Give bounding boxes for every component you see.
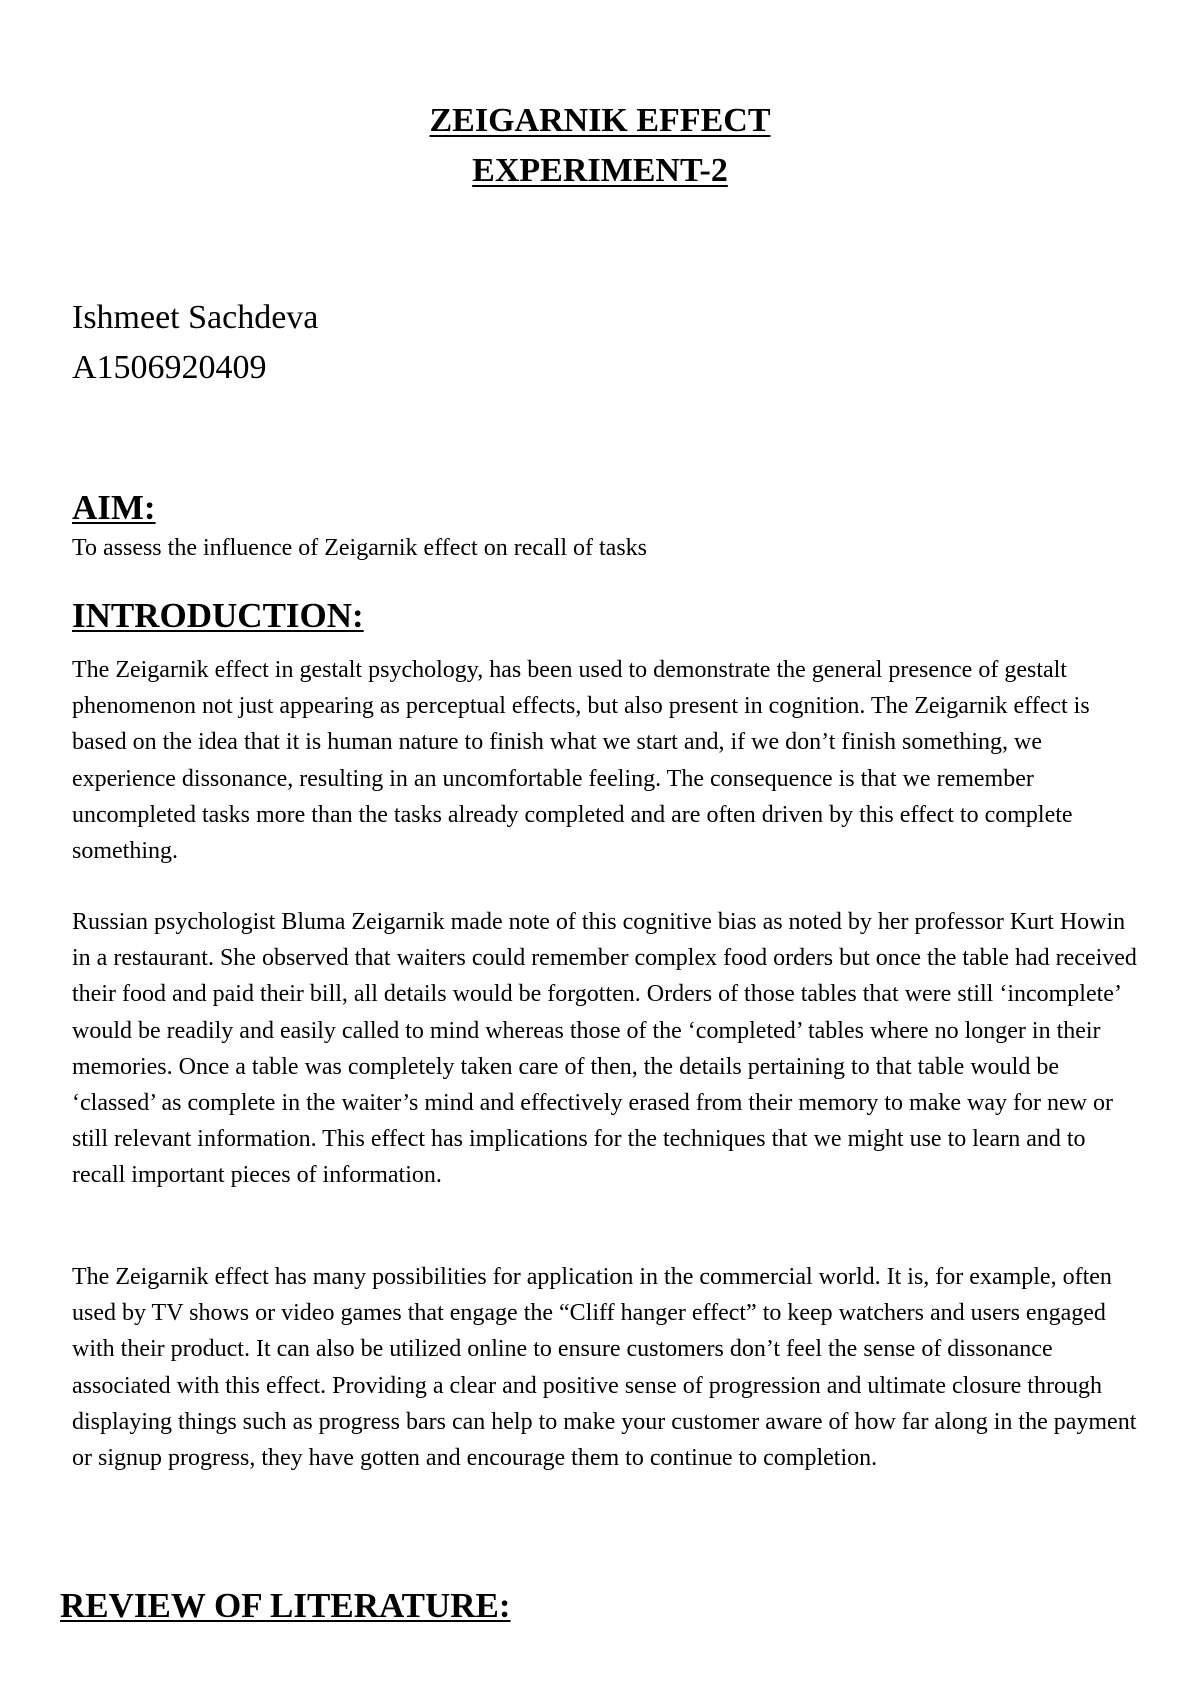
document-title: ZEIGARNIK EFFECT [429,102,771,139]
introduction-paragraph-2: Russian psychologist Bluma Zeigarnik made note of this cognitive bias as noted by her professor Kurt Howin in a restaurant. She observed that waiters could remember complex food orders but once the table had received their food and paid their bill, all details would be forgotten. Orders of those tables that were still ‘incomplete’ would be readily and easily called to mind whereas those of the ‘completed’ tables where no longer in their memories. Once a table was completely taken care of then, the details pertaining to that table would be ‘classed’ as complete in the waiter’s mind and effectively erased from their memory to make way for new or still relevant information. This effect has implications for the techniques that we might use to learn and to recall important pieces of information. [72,909,1137,1189]
author-block [72,293,872,393]
review-of-literature-heading: REVIEW OF LITERATURE: [60,1586,511,1625]
introduction-paragraph-1: The Zeigarnik effect in gestalt psychology, has been used to demonstrate the general presence of gestalt phenomenon not just appearing as perceptual effects, but also present in cognition. The Zeigarnik effect is based on the idea that it is human nature to finish what we start and, if we don’t finish something, we experience dissonance, resulting in an uncomfortable feeling. The consequence is that we remember uncompleted tasks more than the tasks already completed and are often driven by this effect to complete something. [72,657,1090,865]
title-block [0,96,1200,196]
introduction-heading: INTRODUCTION: [72,596,364,635]
experiment-subtitle: EXPERIMENT-2 [472,152,728,189]
author-id: A1506920409 [72,349,267,386]
author-name: Ishmeet Sachdeva [72,299,319,336]
introduction-paragraph-3: The Zeigarnik effect has many possibilities for application in the commercial world. It is, for example, often used by TV shows or video games that engage the “Cliff hanger effect” to keep watchers and users engaged with their product. It can also be utilized online to ensure customers don’t feel the sense of dissonance associated with this effect. Providing a clear and positive sense of progression and ultimate closure through displaying things such as progress bars can help to make your customer aware of how far along in the payment or signup progress, they have gotten and encourage them to continue to completion. [72,1264,1137,1472]
aim-text: To assess the influence of Zeigarnik effect on recall of tasks [72,535,647,561]
aim-heading: AIM: [72,488,156,527]
